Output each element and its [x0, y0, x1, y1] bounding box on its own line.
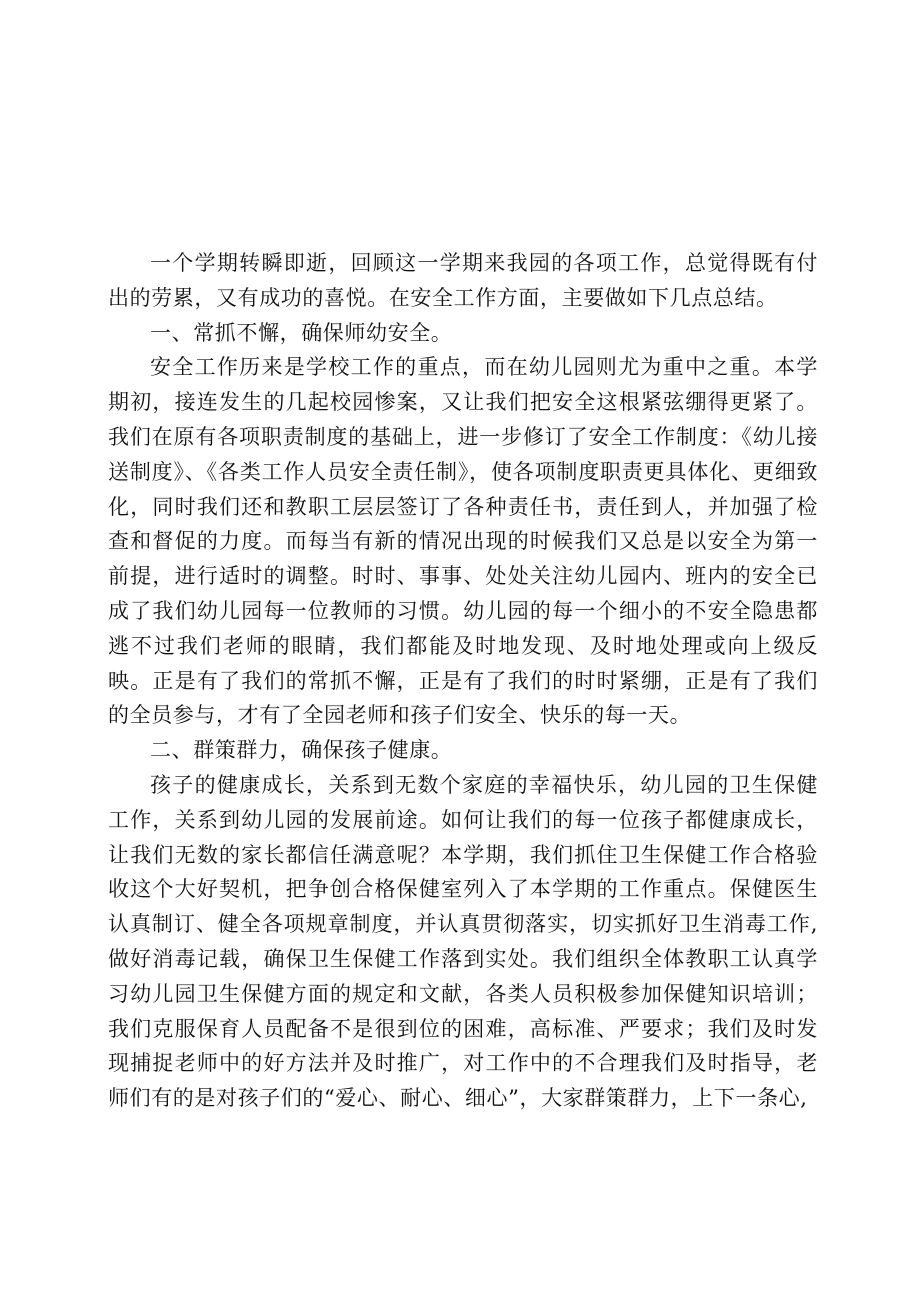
safety-paragraph: 安全工作历来是学校工作的重点，而在幼儿园则尤为重中之重。本学期初，接连发生的几起校园惨案，又让我们把安全这根紧弦绷得更紧了。我们在原有各项职责制度的基础上，进一步修订了安全工作制度：《幼儿接送制度》、《各类工作人员安全责任制》，使各项制度职责更具体化、更细致化，同时我们还和教职工层层签订了各种责任书，责任到人，并加强了检查和督促的力度。而每当有新的情况出现的时候我们又总是以安全为第一前提，进行适时的调整。时时、事事、处处关注幼儿园内、班内的安全已成了我们幼儿园每一位教师的习惯。幼儿园的每一个细小的不安全隐患都逃不过我们老师的眼睛，我们都能及时地发现、及时地处理或向上级反映。正是有了我们的常抓不懈，正是有了我们的时时紧绷，正是有了我们的全员参与，才有了全园老师和孩子们安全、快乐的每一天。 [108, 355, 818, 728]
intro-paragraph: 一个学期转瞬即逝，回顾这一学期来我园的各项工作，总觉得既有付出的劳累，又有成功的喜悦。在安全工作方面，主要做如下几点总结。 [108, 251, 818, 310]
document-body [108, 246, 818, 1116]
section-heading-safety: 一、常抓不懈，确保师幼安全。 [150, 320, 453, 345]
health-paragraph: 孩子的健康成长，关系到无数个家庭的幸福快乐，幼儿园的卫生保健工作，关系到幼儿园的发展前途。如何让我们的每一位孩子都健康成长，让我们无数的家长都信任满意呢？本学期，我们抓住卫生保健工作合格验收这个大好契机，把争创合格保健室列入了本学期的工作重点。保健医生认真制订、健全各项规章制度，并认真贯彻落实，切实抓好卫生消毒工作,做好消毒记载，确保卫生保健工作落到实处。我们组织全体教职工认真学习幼儿园卫生保健方面的规定和文献，各类人员积极参加保健知识培训；我们克服保育人员配备不是很到位的困难，高标准、严要求；我们及时发现捕捉老师中的好方法并及时推广，对工作中的不合理我们及时指导，老师们有的是对孩子们的“爱心、耐心、细心”，大家群策群力，上下一条心, [108, 772, 818, 1111]
section-heading-health: 二、群策群力，确保孩子健康。 [150, 738, 453, 763]
